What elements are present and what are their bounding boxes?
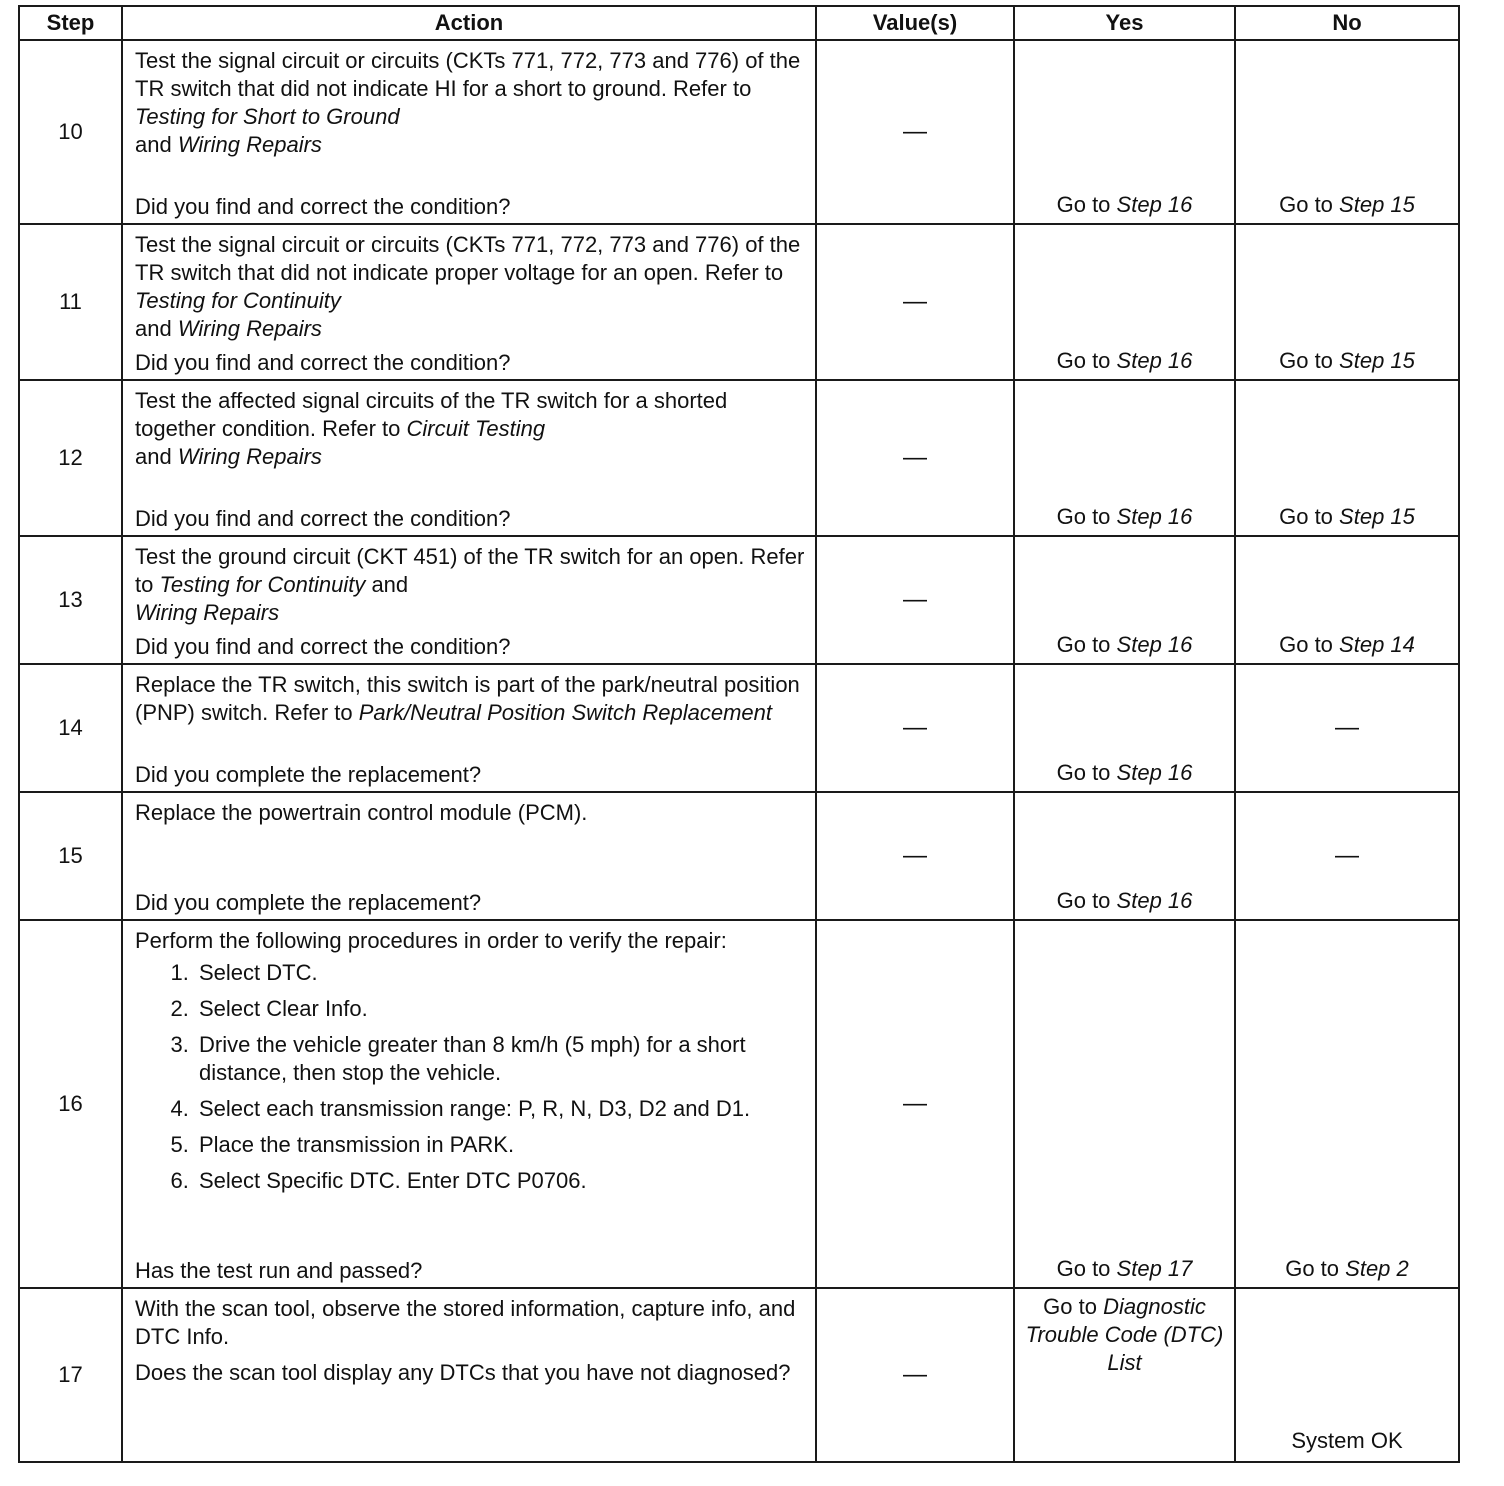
- action-cell: [122, 792, 816, 920]
- step-number: 16: [19, 920, 122, 1288]
- value-cell: —: [816, 664, 1014, 792]
- list-item: 1. Select DTC.: [195, 959, 805, 987]
- step-number: 12: [19, 380, 122, 536]
- no-cell: Go to Step 14: [1235, 536, 1459, 664]
- yes-cell: Go to Step 16: [1014, 224, 1235, 380]
- action-cell: [122, 224, 816, 380]
- action-text: With the scan tool, observe the stored information, capture info, and DTC Info.: [135, 1296, 796, 1349]
- yes-cell: Go to Step 16: [1014, 40, 1235, 224]
- table-row: [19, 664, 1459, 792]
- action-question: Did you complete the replacement?: [135, 890, 482, 915]
- header-yes: Yes: [1014, 6, 1235, 40]
- list-item: 6. Select Specific DTC. Enter DTC P0706.: [195, 1167, 805, 1195]
- action-text: Test the affected signal circuits of the TR switch for a shorted together condition. Refer to Circuit Testing and Wiring Repairs: [135, 388, 728, 469]
- table-row: [19, 1288, 1459, 1462]
- no-cell: —: [1235, 664, 1459, 792]
- action-question: Did you find and correct the condition?: [135, 350, 511, 375]
- no-cell: System OK: [1235, 1288, 1459, 1462]
- table-row: [19, 792, 1459, 920]
- action-cell: [122, 1288, 816, 1462]
- table-header: [19, 6, 1459, 40]
- table-row: [19, 920, 1459, 1288]
- action-cell: [122, 536, 816, 664]
- action-cell: [122, 380, 816, 536]
- table-row: [19, 380, 1459, 536]
- list-item: 2. Select Clear Info.: [195, 995, 805, 1023]
- header-step: Step: [19, 6, 122, 40]
- no-cell: Go to Step 15: [1235, 224, 1459, 380]
- no-cell: Go to Step 15: [1235, 40, 1459, 224]
- header-action: Action: [122, 6, 816, 40]
- value-cell: —: [816, 380, 1014, 536]
- action-text: Replace the powertrain control module (PCM).: [135, 800, 588, 825]
- yes-cell: Go to Diagnostic Trouble Code (DTC) List: [1014, 1288, 1235, 1462]
- diagnostic-table: [18, 5, 1460, 1463]
- yes-cell: Go to Step 16: [1014, 664, 1235, 792]
- step-number: 11: [19, 224, 122, 380]
- action-text: Test the signal circuit or circuits (CKTs 771, 772, 773 and 776) of the TR switch that did not indicate HI for a short to ground. Refer to Testing for Short to Ground and Wiring Repairs: [135, 48, 801, 157]
- action-cell: [122, 920, 816, 1288]
- header-values: Value(s): [816, 6, 1014, 40]
- value-cell: —: [816, 1288, 1014, 1462]
- no-cell: Go to Step 2: [1235, 920, 1459, 1288]
- value-cell: —: [816, 224, 1014, 380]
- list-item: 4. Select each transmission range: P, R, N, D3, D2 and D1.: [195, 1095, 805, 1123]
- step-number: 10: [19, 40, 122, 224]
- action-question: Did you find and correct the condition?: [135, 194, 511, 219]
- action-text: Replace the TR switch, this switch is part of the park/neutral position (PNP) switch. Refer to Park/Neutral Position Switch Replacement: [135, 672, 800, 725]
- value-cell: —: [816, 920, 1014, 1288]
- action-text: Test the signal circuit or circuits (CKTs 771, 772, 773 and 776) of the TR switch that did not indicate proper voltage for an open. Refer to Testing for Continuity and Wiring Repairs: [135, 232, 801, 341]
- action-question: Did you find and correct the condition?: [135, 506, 511, 531]
- yes-cell: Go to Step 16: [1014, 380, 1235, 536]
- yes-cell: Go to Step 16: [1014, 536, 1235, 664]
- table-row: [19, 40, 1459, 224]
- yes-cell: Go to Step 16: [1014, 792, 1235, 920]
- no-cell: Go to Step 15: [1235, 380, 1459, 536]
- action-text: Perform the following procedures in order to verify the repair:: [135, 928, 727, 953]
- value-cell: —: [816, 536, 1014, 664]
- header-no: No: [1235, 6, 1459, 40]
- action-cell: [122, 664, 816, 792]
- no-cell: —: [1235, 792, 1459, 920]
- action-question: Has the test run and passed?: [135, 1258, 423, 1283]
- table-row: [19, 536, 1459, 664]
- table-row: [19, 224, 1459, 380]
- list-item: 5. Place the transmission in PARK.: [195, 1131, 805, 1159]
- value-cell: —: [816, 792, 1014, 920]
- diagnostic-table-page: [18, 5, 1458, 1465]
- action-cell: [122, 40, 816, 224]
- action-text: Test the ground circuit (CKT 451) of the TR switch for an open. Refer to Testing for Continuity and Wiring Repairs: [135, 544, 805, 625]
- step-number: 13: [19, 536, 122, 664]
- step-number: 17: [19, 1288, 122, 1462]
- yes-cell: Go to Step 17: [1014, 920, 1235, 1288]
- value-cell: —: [816, 40, 1014, 224]
- list-item: 3. Drive the vehicle greater than 8 km/h (5 mph) for a short distance, then stop the vehicle.: [195, 1031, 805, 1087]
- action-question: Did you complete the replacement?: [135, 762, 482, 787]
- step-number: 15: [19, 792, 122, 920]
- action-question: Does the scan tool display any DTCs that you have not diagnosed?: [135, 1360, 791, 1385]
- step-number: 14: [19, 664, 122, 792]
- action-question: Did you find and correct the condition?: [135, 634, 511, 659]
- procedure-list: [135, 959, 805, 1195]
